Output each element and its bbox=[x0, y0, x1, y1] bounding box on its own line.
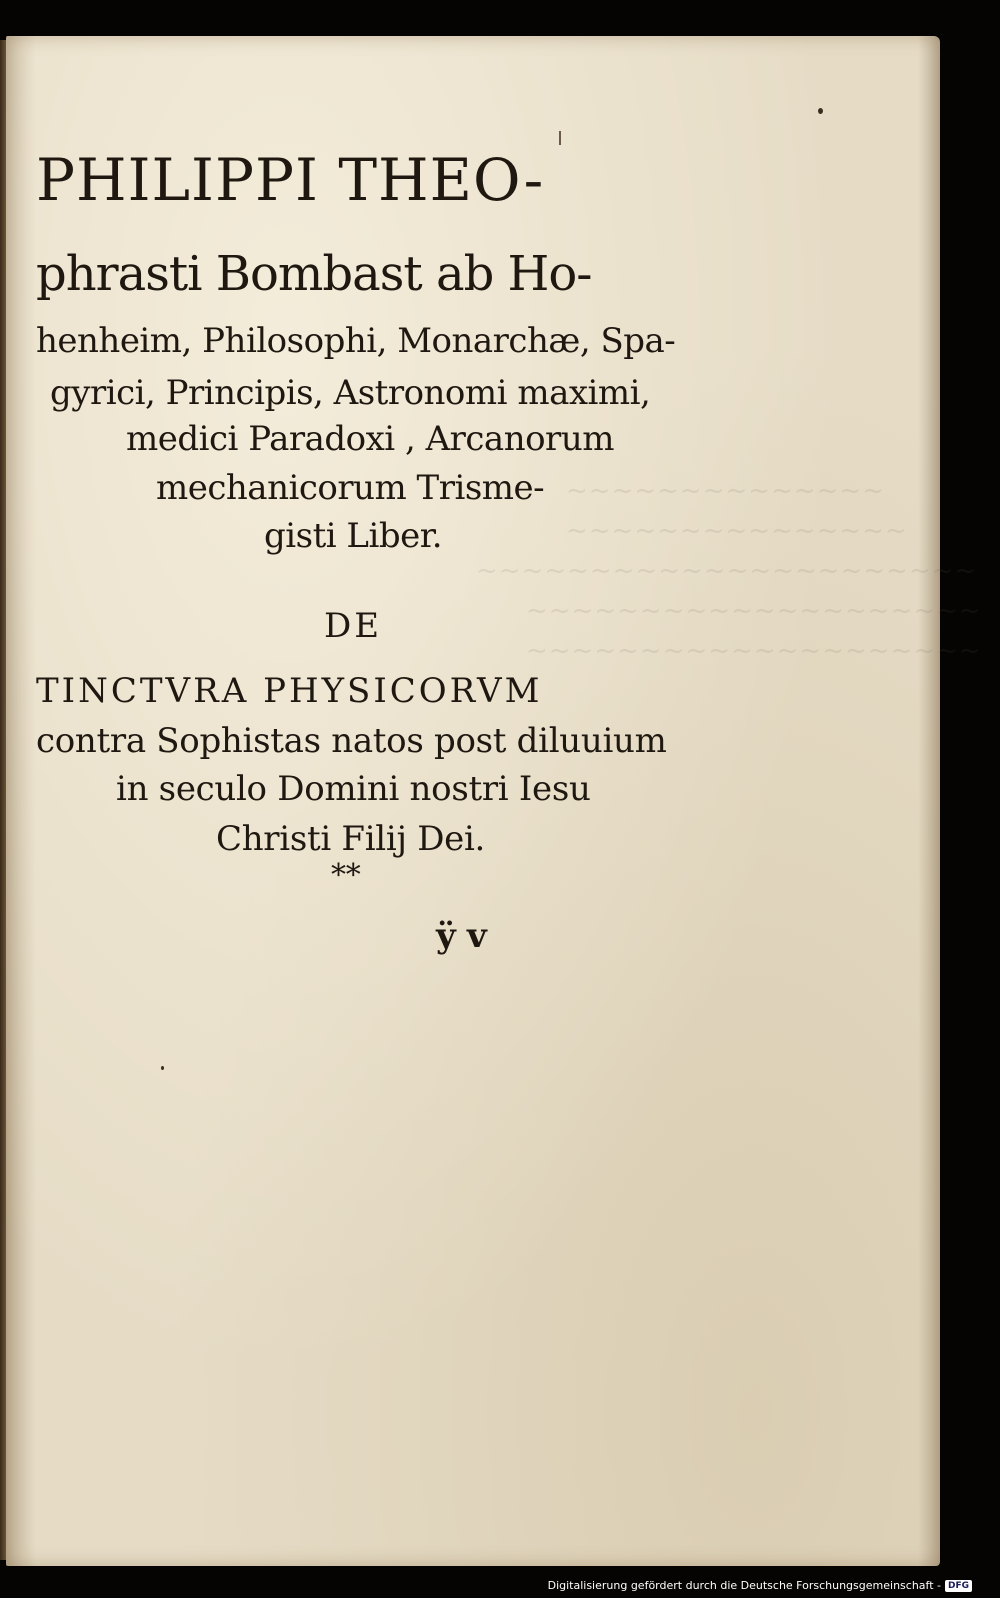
title-line-2: phrasti Bombast ab Ho- bbox=[36, 246, 592, 302]
bleed-through-decoration: ~~~~~~~~~~~~~~~ bbox=[566, 516, 908, 546]
book-page bbox=[6, 36, 982, 1566]
bleed-through-decoration: ~~~~~~~~~~~~~~~~~~~~~~ bbox=[476, 556, 978, 586]
signature-mark: ÿ v bbox=[436, 916, 487, 956]
title-line-4: gyrici, Principis, Astronomi maximi, bbox=[50, 373, 651, 413]
paper-mark bbox=[559, 131, 561, 145]
dfg-logo: DFG bbox=[945, 1580, 972, 1592]
title-line-6: mechanicorum Trisme- bbox=[156, 468, 545, 508]
title-line-3: henheim, Philosophi, Monarchæ, Spa- bbox=[36, 321, 676, 361]
bleed-through-decoration: ~~~~~~~~~~~~~~ bbox=[566, 476, 885, 506]
subtitle-line-2: contra Sophistas natos post diluuium bbox=[36, 721, 667, 761]
title-line-7: gisti Liber. bbox=[264, 516, 443, 556]
bleed-through-decoration: ~~~~~~~~~~~~~~~~~~~~ bbox=[526, 636, 982, 666]
ornament-asterisks: ** bbox=[331, 858, 361, 893]
subtitle-line-1: TINCTVRA PHYSICORVM bbox=[36, 671, 543, 711]
digitization-credit bbox=[548, 1579, 972, 1592]
bleed-through-decoration: ~~~~~~~~~~~~~~~~~~~~ bbox=[526, 596, 982, 626]
subtitle-line-3: in seculo Domini nostri Iesu bbox=[116, 769, 591, 809]
section-de: DE bbox=[324, 606, 383, 646]
title-line-5: medici Paradoxi , Arcanorum bbox=[126, 419, 614, 459]
credit-text: Digitalisierung gefördert durch die Deutsche Forschungsgemeinschaft - bbox=[547, 1579, 941, 1592]
paper-speck bbox=[161, 1066, 164, 1070]
title-line-1: PHILIPPI THEO- bbox=[36, 146, 545, 214]
paper-speck bbox=[818, 108, 823, 114]
subtitle-line-4: Christi Filij Dei. bbox=[216, 819, 486, 859]
